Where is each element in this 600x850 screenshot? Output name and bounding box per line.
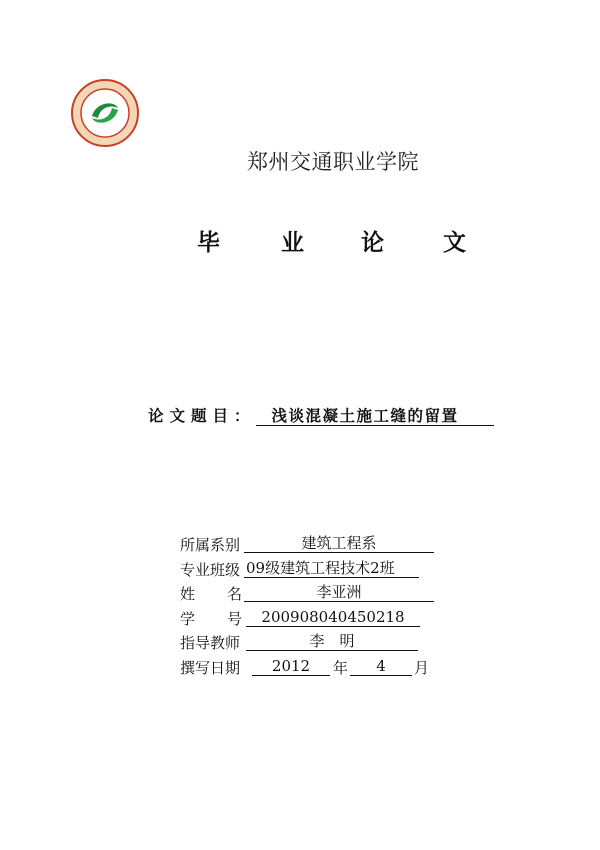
- title-char: 业: [281, 230, 304, 256]
- department-value: 建筑工程系: [244, 534, 434, 553]
- name-label-char: 名: [227, 585, 243, 603]
- name-label-char: 姓: [180, 585, 196, 603]
- school-logo-icon: [70, 78, 140, 148]
- school-logo: [70, 78, 140, 148]
- date-label: 撰写日期: [180, 658, 241, 677]
- topic-label: 论文题目：: [148, 407, 256, 425]
- id-label-char: 号: [227, 609, 243, 628]
- department-label: 所属系别: [180, 536, 241, 554]
- major-value: 09级建筑工程技术2班: [244, 559, 419, 578]
- advisor-label: 指导教师: [180, 634, 241, 652]
- title-char: 文: [443, 230, 466, 256]
- advisor-value: 李 明: [246, 632, 418, 651]
- name-value: 李亚洲: [244, 583, 434, 602]
- id-label-char: 学: [180, 609, 196, 628]
- id-value: 200908040450218: [246, 608, 420, 627]
- month-unit: 月: [414, 658, 430, 677]
- topic-value: 浅谈混凝土施工缝的留置: [256, 407, 494, 426]
- title-char: 论: [361, 230, 384, 256]
- year-unit: 年: [333, 658, 349, 677]
- thesis-topic: [148, 404, 494, 426]
- title-char: 毕: [197, 230, 220, 256]
- year-value: 2012: [252, 657, 330, 676]
- month-value: 4: [350, 657, 412, 676]
- major-label: 专业班级: [180, 560, 241, 579]
- school-name: 郑州交通职业学院: [247, 150, 419, 174]
